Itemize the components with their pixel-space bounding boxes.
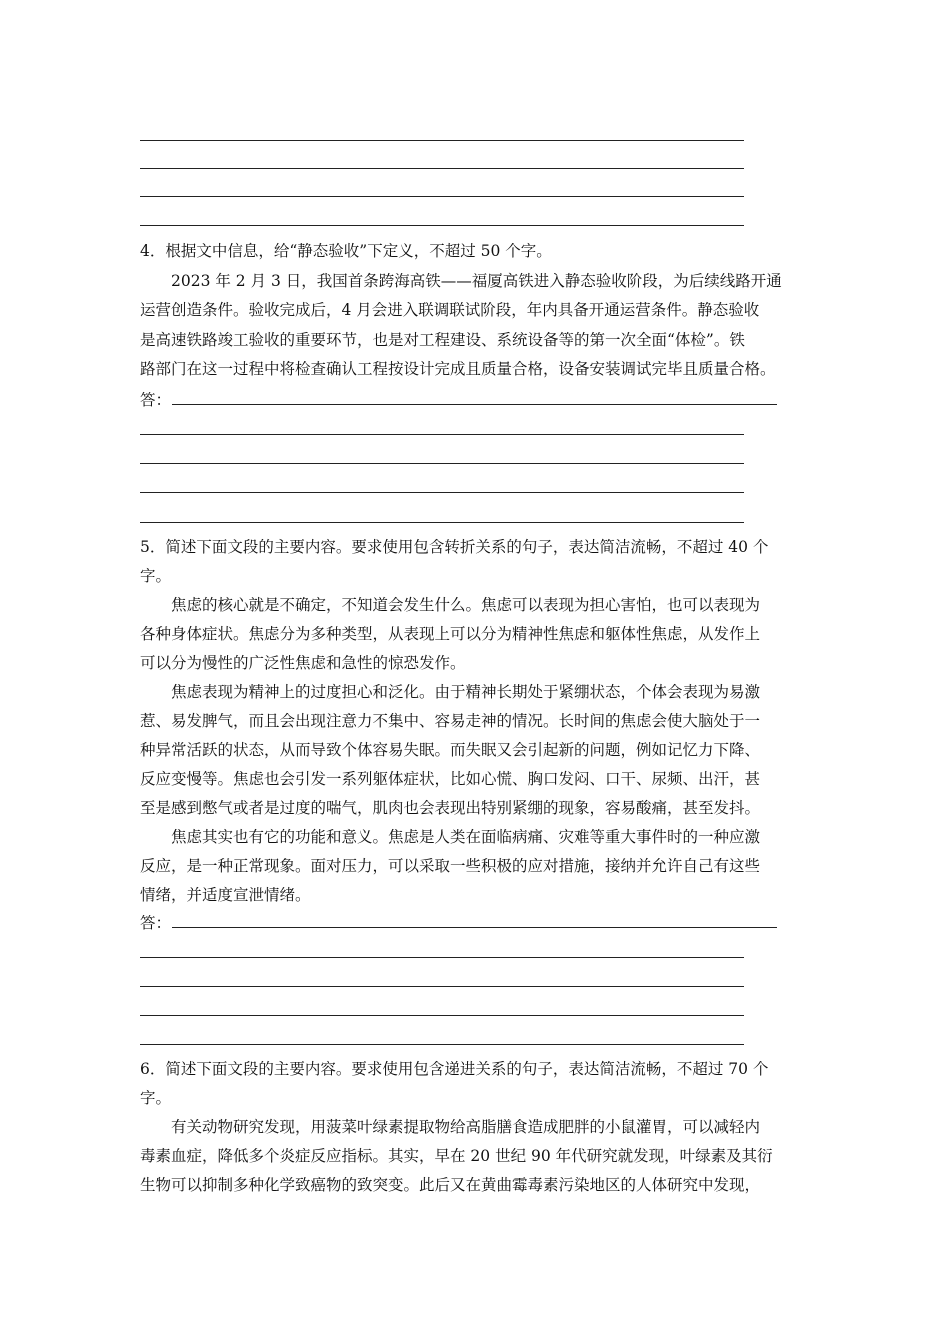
answer-underline xyxy=(172,404,777,405)
answer-blank-line[interactable] xyxy=(140,957,744,958)
q5-paragraph-line: 可以分为慢性的广泛性焦虑和急性的惊恐发作。 xyxy=(140,654,466,672)
q5-paragraph-line: 焦虑的核心就是不确定，不知道会发生什么。焦虑可以表现为担心害怕，也可以表现为 xyxy=(171,596,761,614)
q5-paragraph-line: 情绪，并适度宣泄情绪。 xyxy=(140,886,311,904)
answer-blank-line[interactable] xyxy=(140,1015,744,1016)
q5-paragraph-line: 反应，是一种正常现象。面对压力，可以采取一些积极的应对措施，接纳并允许自己有这些 xyxy=(140,857,761,875)
answer-blank-line[interactable] xyxy=(140,434,744,435)
answer-blank-line[interactable] xyxy=(140,196,744,197)
q4-passage-line: 路部门在这一过程中将检查确认工程按设计完成且质量合格，设备安装调试完毕且质量合格。 xyxy=(140,360,776,378)
question-6-prompt-cont: 字。 xyxy=(140,1089,172,1107)
q5-answer-field[interactable] xyxy=(140,913,780,933)
q5-paragraph-line: 惹、易发脾气，而且会出现注意力不集中、容易走神的情况。长时间的焦虑会使大脑处于一 xyxy=(140,712,761,730)
answer-blank-line[interactable] xyxy=(140,492,744,493)
q5-paragraph-line: 至是感到憋气或者是过度的喘气，肌肉也会表现出特别紧绷的现象，容易酸痛，甚至发抖。 xyxy=(140,799,761,817)
answer-blank-line[interactable] xyxy=(140,225,744,226)
answer-blank-line[interactable] xyxy=(140,168,744,169)
q4-answer-field[interactable] xyxy=(140,390,780,410)
answer-blank-line[interactable] xyxy=(140,140,744,141)
answer-blank-line[interactable] xyxy=(140,986,744,987)
q4-passage-line: 2023 年 2 月 3 日，我国首条跨海高铁——福厦高铁进入静态验收阶段，为后续线路开通 xyxy=(171,272,782,290)
q5-paragraph-line: 反应变慢等。焦虑也会引发一系列躯体症状，比如心慌、胸口发闷、口干、尿频、出汗，甚 xyxy=(140,770,761,788)
question-5-prompt: 5．简述下面文段的主要内容。要求使用包含转折关系的句子，表达简洁流畅，不超过 40 个 xyxy=(140,538,769,556)
q6-paragraph-line: 毒素血症，降低多个炎症反应指标。其实，早在 20 世纪 90 年代研究就发现，叶绿素及其衍 xyxy=(140,1147,773,1165)
answer-label: 答： xyxy=(140,391,172,409)
q4-passage-line: 是高速铁路竣工验收的重要环节，也是对工程建设、系统设备等的第一次全面“体检”。铁 xyxy=(140,331,745,349)
q5-paragraph-line: 焦虑其实也有它的功能和意义。焦虑是人类在面临病痛、灾难等重大事件时的一种应激 xyxy=(171,828,761,846)
question-5-prompt-cont: 字。 xyxy=(140,567,172,585)
answer-underline xyxy=(172,927,777,928)
q5-paragraph-line: 焦虑表现为精神上的过度担心和泛化。由于精神长期处于紧绷状态，个体会表现为易激 xyxy=(171,683,761,701)
q6-paragraph-line: 有关动物研究发现，用菠菜叶绿素提取物给高脂膳食造成肥胖的小鼠灌胃，可以减轻内 xyxy=(171,1118,761,1136)
q4-passage-line: 运营创造条件。验收完成后，4 月会进入联调联试阶段，年内具备开通运营条件。静态验收 xyxy=(140,301,760,319)
question-4-prompt: 4．根据文中信息，给“静态验收”下定义，不超过 50 个字。 xyxy=(140,242,552,260)
q5-paragraph-line: 各种身体症状。焦虑分为多种类型，从表现上可以分为精神性焦虑和躯体性焦虑，从发作上 xyxy=(140,625,761,643)
question-6-prompt: 6．简述下面文段的主要内容。要求使用包含递进关系的句子，表达简洁流畅，不超过 70 个 xyxy=(140,1060,769,1078)
answer-blank-line[interactable] xyxy=(140,1044,744,1045)
answer-label: 答： xyxy=(140,914,172,932)
answer-blank-line[interactable] xyxy=(140,522,744,523)
answer-blank-line[interactable] xyxy=(140,463,744,464)
q6-paragraph-line: 生物可以抑制多种化学致癌物的致突变。此后又在黄曲霉毒素污染地区的人体研究中发现， xyxy=(140,1176,761,1194)
q5-paragraph-line: 种异常活跃的状态，从而导致个体容易失眠。而失眠又会引起新的问题，例如记忆力下降、 xyxy=(140,741,761,759)
